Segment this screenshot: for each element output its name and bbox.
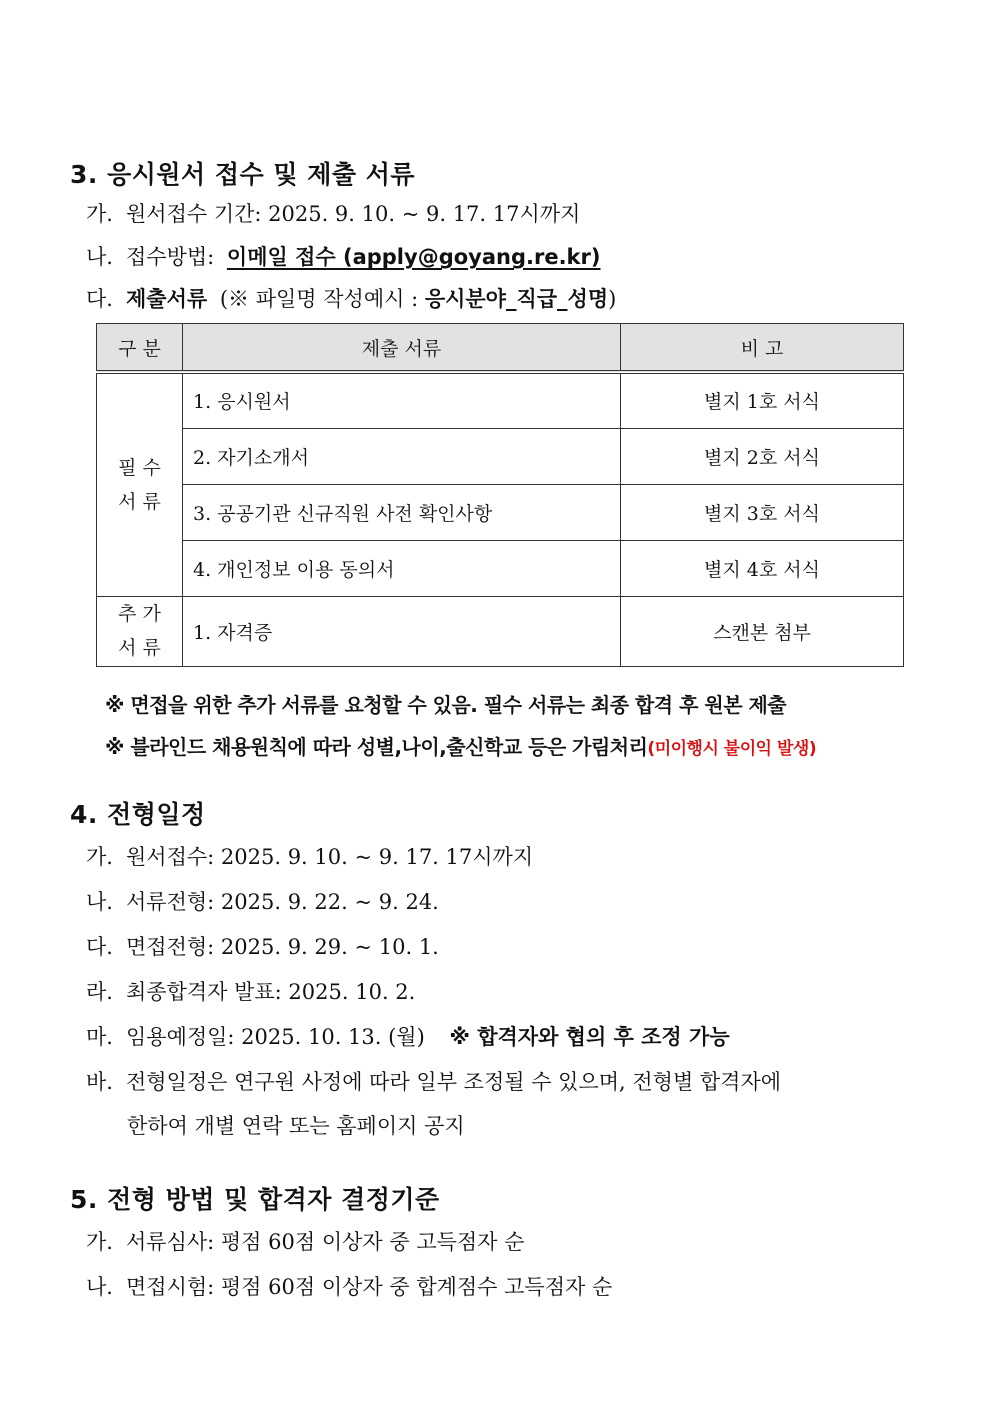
section5-heading: 5. 전형 방법 및 합격자 결정기준 xyxy=(70,1185,440,1214)
remark-cell: 스캔본 첨부 xyxy=(621,596,904,666)
section3-item-b xyxy=(86,241,600,271)
note-warning: (미이행시 불이익 발생) xyxy=(647,739,817,759)
item-text: 면접시험: 평점 60점 이상자 중 합계점수 고득점자 순 xyxy=(126,1275,613,1299)
item-prefix: 다. xyxy=(86,287,113,311)
item-bold-label: 제출서류 xyxy=(126,287,208,311)
remark-cell: 별지 3호 서식 xyxy=(621,484,904,540)
item-text: 최종합격자 발표: 2025. 10. 2. xyxy=(126,980,416,1004)
category-required xyxy=(97,372,183,596)
remark-cell: 별지 1호 서식 xyxy=(621,372,904,428)
section3-item-c xyxy=(86,283,616,313)
doc-cell: 1. 자격증 xyxy=(183,596,621,666)
remark-cell: 별지 2호 서식 xyxy=(621,428,904,484)
item-prefix: 바. xyxy=(86,1070,113,1094)
section4-item-e xyxy=(86,1021,730,1051)
note-interview: ※ 면접을 위한 추가 서류를 요청할 수 있음. 필수 서류는 최종 합격 후 원본 제출 xyxy=(105,693,787,717)
item-prefix: 가. xyxy=(86,845,113,869)
email-link[interactable]: 이메일 접수 (apply@goyang.re.kr) xyxy=(226,245,601,269)
category-line: 필 수 xyxy=(118,456,161,479)
item-text: 전형일정은 연구원 사정에 따라 일부 조정될 수 있으며, 전형별 합격자에 xyxy=(126,1070,782,1094)
section4-item-b xyxy=(86,886,439,916)
table-row xyxy=(97,428,904,484)
doc-cell: 3. 공공기관 신규직원 사전 확인사항 xyxy=(183,484,621,540)
doc-cell: 4. 개인정보 이용 동의서 xyxy=(183,540,621,596)
item-text: 면접전형: 2025. 9. 29. ~ 10. 1. xyxy=(126,935,439,959)
note-text: ※ 블라인드 채용원칙에 따라 성별,나이,출신학교 등은 가림처리 xyxy=(105,735,648,759)
item-bold-note: ※ 합격자와 협의 후 조정 가능 xyxy=(449,1025,730,1049)
note-blind xyxy=(105,731,816,760)
section4-item-f xyxy=(86,1066,781,1096)
header-documents: 제출 서류 xyxy=(183,324,621,373)
item-label: 접수방법: xyxy=(126,245,215,269)
category-line: 추 가 xyxy=(118,603,161,625)
header-category: 구 분 xyxy=(97,324,183,373)
section5-item-a xyxy=(86,1226,524,1256)
section3-heading: 3. 응시원서 접수 및 제출 서류 xyxy=(70,160,416,189)
table-row xyxy=(97,484,904,540)
item-text: 원서접수 기간: 2025. 9. 10. ~ 9. 17. 17시까지 xyxy=(126,202,581,226)
section5-item-b xyxy=(86,1271,612,1301)
section3-item-a xyxy=(86,198,580,228)
item-text: 서류심사: 평점 60점 이상자 중 고득점자 순 xyxy=(126,1230,525,1254)
item-text: 임용예정일: 2025. 10. 13. (월) xyxy=(126,1025,425,1049)
item-paren-open: (※ 파일명 작성예시 : xyxy=(219,287,419,311)
item-paren-close: ) xyxy=(608,287,617,311)
header-remarks: 비 고 xyxy=(621,324,904,373)
item-prefix: 라. xyxy=(86,980,113,1004)
item-prefix: 가. xyxy=(86,1230,113,1254)
item-text: 원서접수: 2025. 9. 10. ~ 9. 17. 17시까지 xyxy=(126,845,534,869)
section4-item-c xyxy=(86,931,439,961)
item-prefix: 나. xyxy=(86,890,113,914)
section4-item-a xyxy=(86,841,533,871)
filename-example: 응시분야_직급_성명 xyxy=(424,287,609,311)
documents-table xyxy=(96,323,904,667)
item-prefix: 나. xyxy=(86,245,113,269)
item-prefix: 마. xyxy=(86,1025,113,1049)
section4-item-f-continued: 한하여 개별 연락 또는 홈페이지 공지 xyxy=(127,1114,465,1138)
remark-cell: 별지 4호 서식 xyxy=(621,540,904,596)
item-prefix: 다. xyxy=(86,935,113,959)
item-text: 서류전형: 2025. 9. 22. ~ 9. 24. xyxy=(126,890,439,914)
category-additional xyxy=(97,596,183,666)
section4-heading: 4. 전형일정 xyxy=(70,800,206,829)
table-row xyxy=(97,596,904,666)
category-line: 서 류 xyxy=(118,490,161,513)
section4-item-d xyxy=(86,976,415,1006)
doc-cell: 2. 자기소개서 xyxy=(183,428,621,484)
item-prefix: 나. xyxy=(86,1275,113,1299)
item-prefix: 가. xyxy=(86,202,113,226)
table-row xyxy=(97,540,904,596)
doc-cell: 1. 응시원서 xyxy=(183,372,621,428)
table-row xyxy=(97,372,904,428)
category-line: 서 류 xyxy=(118,637,161,659)
